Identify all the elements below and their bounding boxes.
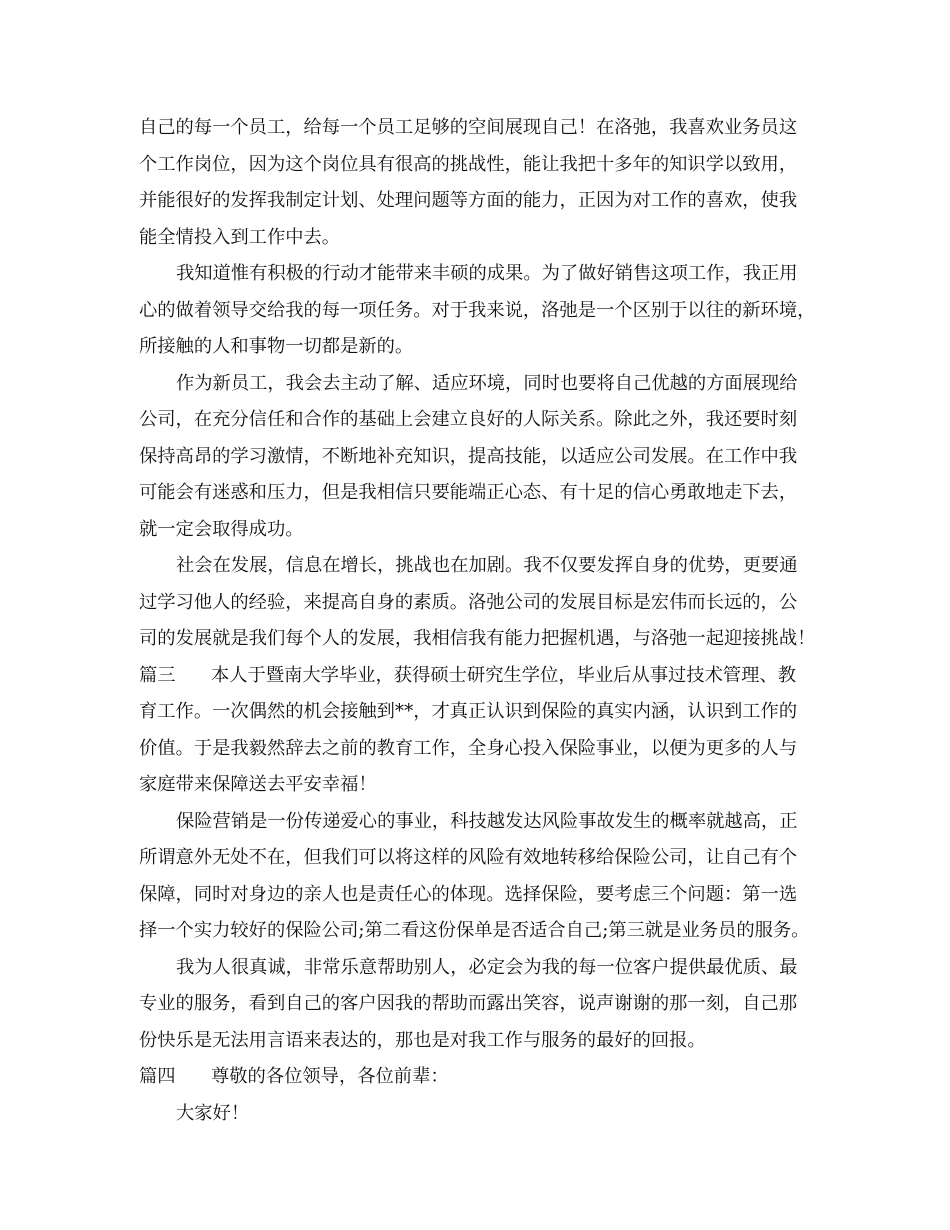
text-line: 公司，在充分信任和合作的基础上会建立良好的人际关系。除此之外，我还要时刻 xyxy=(139,409,798,430)
document-body xyxy=(139,110,829,1132)
text-line: 心的做着领导交给我的每一项任务。对于我来说，洛弛是一个区别于以往的新环境， xyxy=(139,299,816,321)
article-four-first-line xyxy=(139,1059,829,1096)
text-line: 就一定会取得成功。 xyxy=(139,518,304,540)
text-line: 专业的服务，看到自己的客户因我的帮助而露出笑容，说声谢谢的那一刻，自己那 xyxy=(139,993,798,1014)
text-line: 过学习他人的经验，来提高自身的素质。洛弛公司的发展目标是宏伟而长远的，公 xyxy=(139,591,798,613)
text-line: 份快乐是无法用言语来表达的，那也是对我工作与服务的最好的回报。 xyxy=(139,1029,706,1051)
text-line: 所谓意外无处不在，但我们可以将这样的风险有效地转移给保险公司，让自己有个 xyxy=(139,847,798,868)
text-line: 育工作。一次偶然的机会接触到**，才真正认识到保险的真实内涵，认识到工作的 xyxy=(139,701,798,722)
text-line: 择一个实力较好的保险公司;第二看这份保单是否适合自己;第三就是业务员的服务。 xyxy=(139,920,810,941)
text-line: 可能会有迷惑和压力，但是我相信只要能端正心态、有十足的信心勇敢地走下去， xyxy=(139,482,798,503)
text-line: 司的发展就是我们每个人的发展，我相信我有能力把握机遇，与洛弛一起迎接挑战！ xyxy=(139,628,816,649)
text-line: 个工作岗位，因为这个岗位具有很高的挑战性，能让我把十多年的知识学以致用， xyxy=(139,153,798,175)
paragraph-start-line: 作为新员工，我会去主动了解、适应环境，同时也要将自己优越的方面展现给 xyxy=(176,372,798,394)
article-four-text: 尊敬的各位领导，各位前辈： xyxy=(211,1066,449,1087)
article-three-label: 篇三 xyxy=(139,664,176,686)
article-three-first-line xyxy=(139,658,829,695)
text-line: 所接触的人和事物一切都是新的。 xyxy=(139,336,414,357)
text-line: 保持高昂的学习激情，不断地补充知识，提高技能，以适应公司发展。在工作中我 xyxy=(139,445,798,467)
text-line: 自己的每一个员工，给每一个员工足够的空间展现自己！在洛弛，我喜欢业务员这 xyxy=(139,117,798,138)
article-three-text: 本人于暨南大学毕业，获得硕士研究生学位，毕业后从事过技术管理、教 xyxy=(211,664,796,686)
paragraph-start-line: 社会在发展，信息在增长，挑战也在加剧。我不仅要发挥自身的优势，更要通 xyxy=(176,555,798,576)
text-line: 价值。于是我毅然辞去之前的教育工作，全身心投入保险事业，以便为更多的人与 xyxy=(139,737,798,759)
greeting-line: 大家好！ xyxy=(176,1102,250,1124)
paragraph-start-line: 我知道惟有积极的行动才能带来丰硕的成果。为了做好销售这项工作，我正用 xyxy=(176,263,798,284)
paragraph-start-line: 保险营销是一份传递爱心的事业，科技越发达风险事故发生的概率就越高，正 xyxy=(176,810,798,832)
article-four-label: 篇四 xyxy=(139,1066,176,1087)
text-line: 并能很好的发挥我制定计划、处理问题等方面的能力，正因为对工作的喜欢，使我 xyxy=(139,190,798,211)
text-line: 保障，同时对身边的亲人也是责任心的体现。选择保险，要考虑三个问题：第一选 xyxy=(139,883,798,905)
text-line: 家庭带来保障送去平安幸福！ xyxy=(139,774,377,795)
text-line: 能全情投入到工作中去。 xyxy=(139,226,341,248)
paragraph-start-line: 我为人很真诚，非常乐意帮助别人，必定会为我的每一位客户提供最优质、最 xyxy=(176,956,798,978)
